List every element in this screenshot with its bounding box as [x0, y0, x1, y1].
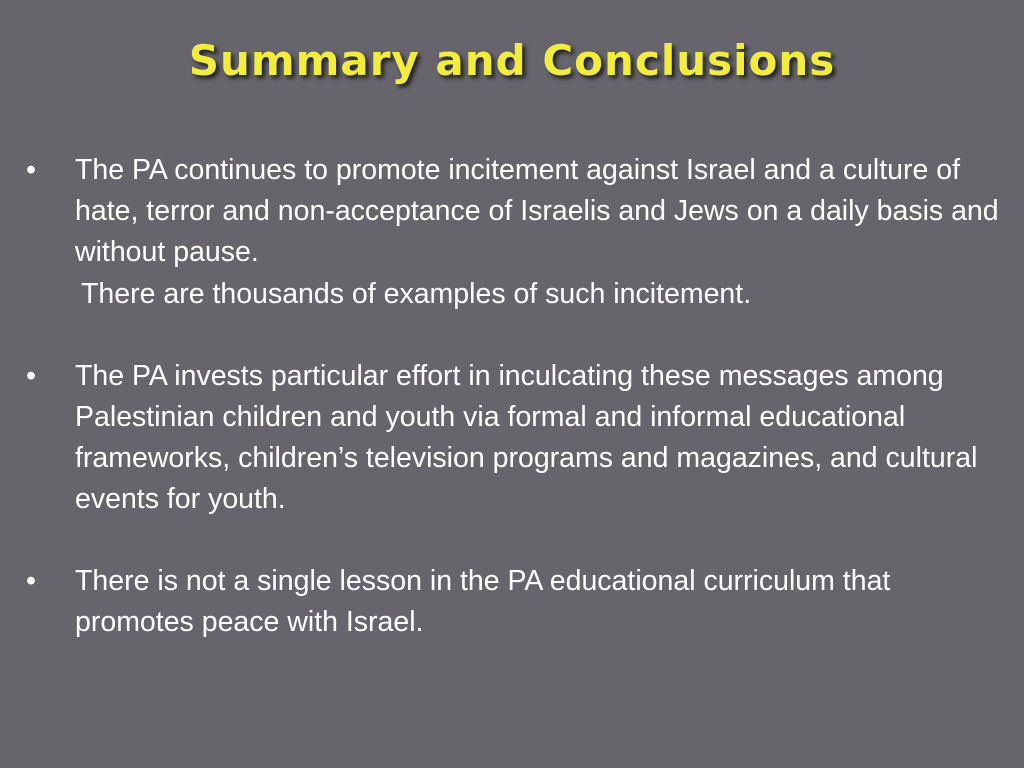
bullet-item	[24, 561, 1014, 643]
slide-title: Summary and Conclusions	[188, 36, 836, 85]
bullet-marker: •	[26, 565, 36, 597]
bullet-marker: •	[26, 154, 36, 186]
bullet-list	[24, 150, 1014, 643]
bullet-extra-text: There are thousands of examples of such incitement.	[81, 278, 752, 310]
bullet-text: The PA continues to promote incitement against Israel and a culture of hate, terror and non-acceptance of Israelis and Jews on a daily basis and without pause.	[75, 154, 999, 268]
bullet-marker: •	[26, 360, 36, 392]
bullet-item	[24, 356, 1014, 520]
bullet-item	[24, 150, 1014, 315]
bullet-text: The PA invests particular effort in inculcating these messages among Palestinian children and youth via formal and informal educational frameworks, children’s television programs and magazines, and cultural events for youth.	[75, 360, 978, 515]
bullet-text: There is not a single lesson in the PA educational curriculum that promotes peace with Israel.	[75, 565, 891, 638]
